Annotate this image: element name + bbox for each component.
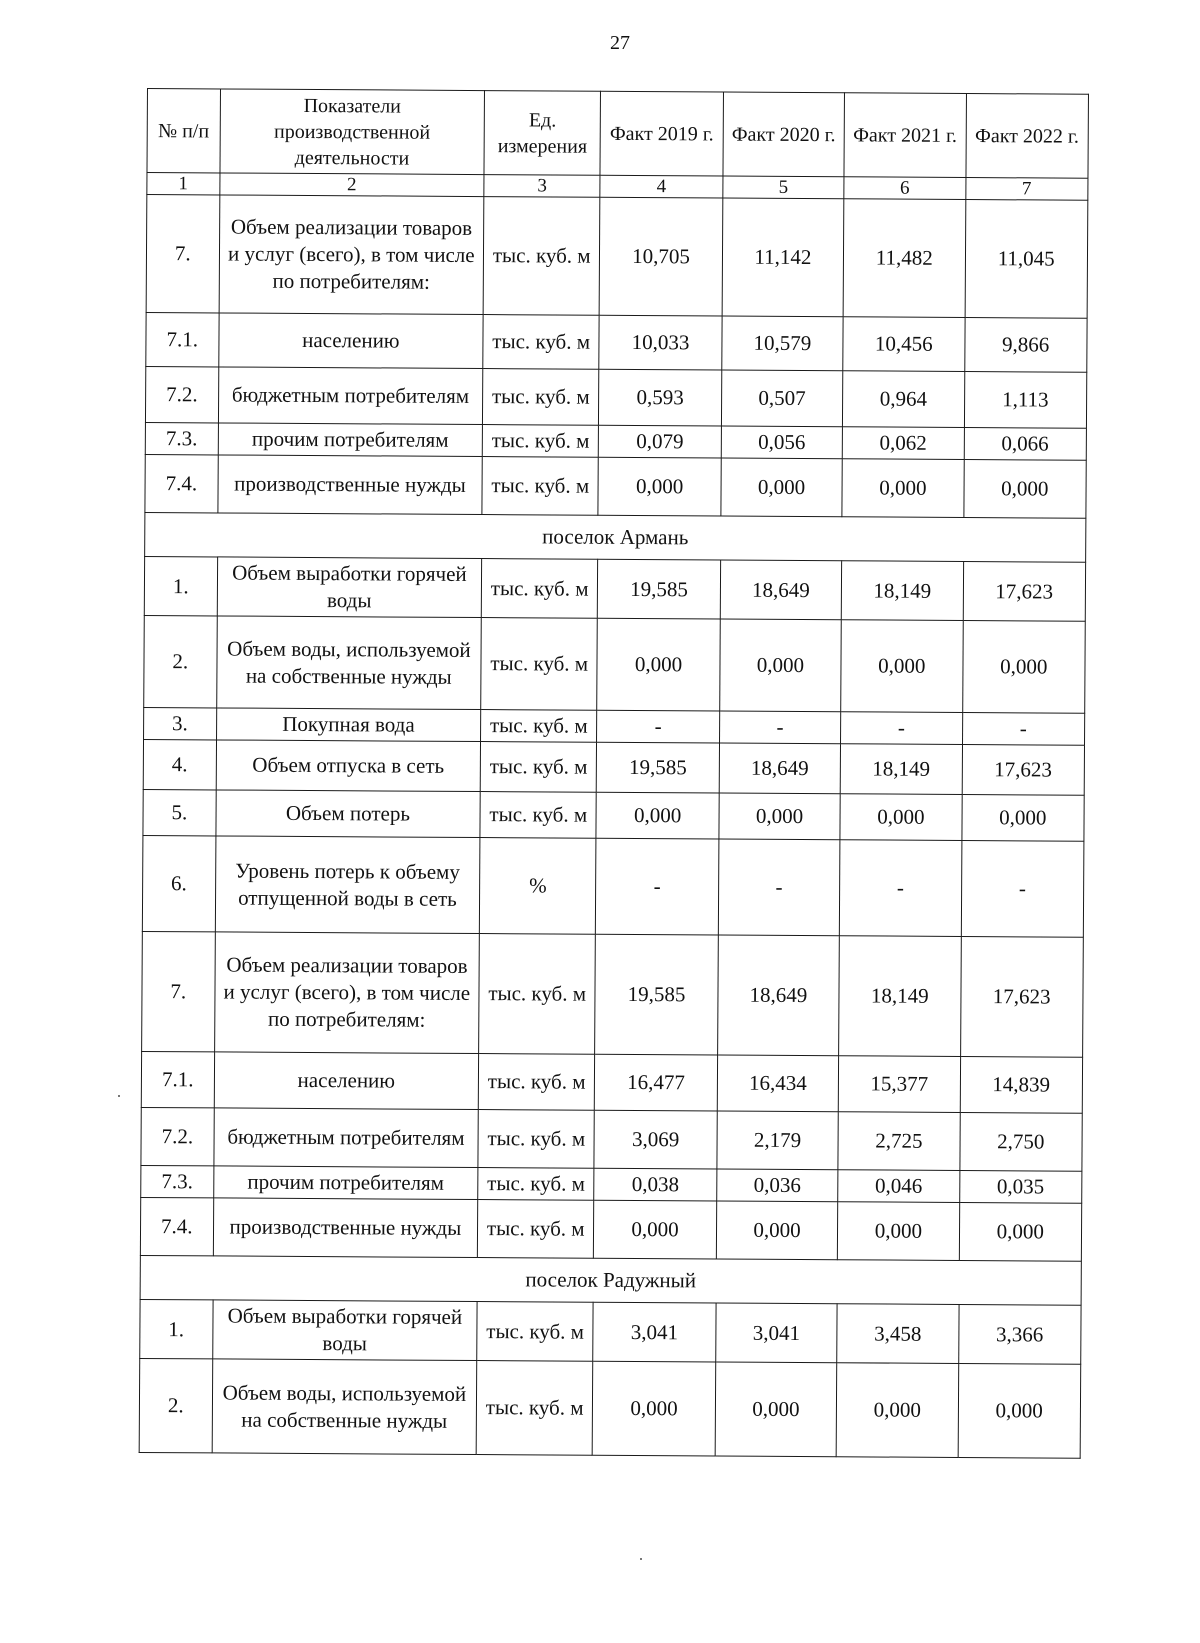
indicator-name: Объем выработки горячей воды [217,557,482,618]
value-cell: 0,000 [716,1201,838,1260]
indicator-name: производственные нужды [218,455,483,515]
unit-cell: тыс. куб. м [478,1110,595,1169]
value-cell: 0,000 [596,792,719,839]
value-cell: 0,079 [599,425,722,458]
row-number: 2. [139,1358,212,1452]
unit-cell: тыс. куб. м [481,618,598,711]
table-row [142,931,1084,1057]
value-cell: 18,149 [841,561,963,621]
value-cell: 0,066 [964,427,1087,460]
value-cell: 1,113 [964,371,1087,428]
value-cell: 0,000 [959,1202,1082,1261]
value-cell: 0,593 [599,369,722,426]
value-cell: 0,000 [593,1361,716,1456]
column-number: 5 [723,176,845,199]
value-cell: 19,585 [595,934,718,1055]
row-number: 6. [142,835,215,931]
header-2022: Факт 2022 г. [965,94,1088,179]
table-row [141,1051,1082,1113]
row-number: 7.4. [145,454,218,512]
value-cell: 17,623 [962,744,1085,795]
row-number: 2. [144,615,217,707]
table-row [140,1299,1081,1364]
value-cell: 0,046 [838,1170,960,1203]
value-cell: 0,000 [842,459,964,518]
scan-speck [640,1558,642,1560]
production-indicators-table [139,88,1089,1459]
indicator-name: населению [218,313,483,369]
value-cell: - [719,711,841,744]
section-row [140,1255,1081,1305]
value-cell: 0,000 [721,458,843,517]
column-number: 6 [844,177,966,200]
value-cell: 0,036 [716,1169,838,1202]
value-cell: 16,434 [717,1055,839,1112]
table-row [142,835,1084,937]
value-cell: 2,179 [717,1111,839,1170]
page-number: 27 [610,32,630,54]
value-cell: - [841,712,963,745]
indicator-name: населению [214,1052,479,1110]
value-cell: 15,377 [838,1056,960,1113]
indicator-name: прочим потребителям [218,423,483,457]
value-cell: 0,056 [721,426,843,459]
value-cell: 0,000 [958,1363,1081,1458]
unit-cell: тыс. куб. м [482,457,599,516]
value-cell: 16,477 [595,1054,718,1111]
indicator-name: производственные нужды [213,1198,478,1258]
value-cell: 10,579 [722,316,844,371]
column-number: 4 [600,175,723,198]
unit-cell: тыс. куб. м [476,1361,593,1456]
row-number: 7.3. [145,422,218,454]
indicator-name: бюджетным потребителям [214,1108,479,1168]
row-number: 7.3. [141,1165,214,1197]
value-cell: 0,000 [719,619,841,712]
table-row [144,615,1086,713]
indicator-name: бюджетным потребителям [218,367,483,425]
table-row [145,454,1086,518]
value-cell: 3,069 [594,1110,717,1169]
unit-cell: тыс. куб. м [479,934,596,1055]
row-number: 7.2. [145,366,218,422]
value-cell: 3,041 [715,1303,837,1363]
header-2020: Факт 2020 г. [723,92,845,177]
table-row [140,1197,1081,1261]
indicator-name: Объем реализации товаров и услуг (всего), в том числе по потребителям: [219,195,484,315]
value-cell: 0,000 [841,620,963,713]
value-cell: 10,033 [599,315,722,370]
value-cell: 18,649 [719,743,841,794]
column-number: 1 [147,173,220,195]
value-cell: 0,035 [959,1170,1082,1203]
indicator-name: Объем реализации товаров и услуг (всего), в том числе по потребителям: [214,932,479,1054]
value-cell: 11,142 [722,198,844,317]
value-cell: 19,585 [598,559,721,619]
value-cell: - [596,838,719,935]
value-cell: 18,149 [839,936,961,1057]
value-cell: 0,964 [843,371,965,428]
unit-cell: тыс. куб. м [483,197,600,316]
row-number: 1. [144,556,217,615]
row-number: 7.1. [141,1051,214,1107]
unit-cell: тыс. куб. м [483,369,600,426]
value-cell: 0,000 [598,457,721,516]
value-cell: 0,000 [963,459,1086,518]
value-cell: 18,649 [720,560,842,620]
row-number: 4. [143,739,216,789]
value-cell: - [839,840,961,937]
unit-cell: тыс. куб. м [480,792,596,839]
value-cell: 0,000 [837,1202,959,1261]
value-cell: 0,000 [840,794,962,841]
unit-cell: тыс. куб. м [482,425,598,458]
value-cell: 14,839 [960,1056,1083,1113]
header-indicator: Показатели производственной деятельности [220,89,485,175]
value-cell: 0,000 [962,620,1085,713]
value-cell: 3,458 [837,1304,959,1364]
unit-cell: тыс. куб. м [480,742,596,793]
table-row [143,739,1084,795]
row-number: 7. [146,195,219,313]
indicator-name: Объем воды, используемой на собственные нужды [212,1359,477,1455]
value-cell: 11,045 [965,200,1088,319]
value-cell: 3,366 [958,1304,1081,1364]
value-cell: 0,000 [594,1200,717,1259]
unit-cell: тыс. куб. м [481,710,597,743]
header-2021: Факт 2021 г. [844,93,966,178]
value-cell: - [718,839,840,936]
indicator-name: Объем выработки горячей воды [212,1300,477,1361]
table-row [143,789,1084,841]
indicator-name: прочим потребителям [213,1166,478,1200]
row-number: 5. [143,789,216,835]
value-cell: 11,482 [843,199,965,318]
row-number: 1. [140,1299,213,1358]
value-cell: 3,041 [593,1302,716,1362]
table-row [146,195,1088,319]
value-cell: - [962,712,1085,745]
value-cell: 0,000 [961,794,1084,841]
column-number: 7 [965,178,1088,201]
value-cell: 17,623 [960,936,1083,1057]
unit-cell: тыс. куб. м [483,315,600,370]
scan-speck [118,1095,120,1097]
section-row [145,512,1086,562]
unit-cell: тыс. куб. м [481,559,598,619]
unit-cell: тыс. куб. м [478,1168,594,1201]
table-row [146,312,1087,372]
value-cell: 0,000 [597,618,720,711]
value-cell: 2,725 [838,1112,960,1171]
value-cell: 10,705 [599,197,722,316]
row-number: 7.1. [146,312,219,366]
header-2019: Факт 2019 г. [600,91,723,176]
value-cell: 2,750 [959,1112,1082,1171]
value-cell: 0,062 [842,427,964,460]
indicator-name: Объем отпуска в сеть [216,740,481,792]
column-number: 3 [484,175,600,198]
table-row [145,366,1086,428]
indicator-name: Объем воды, используемой на собственные нужды [216,616,481,710]
section-title: поселок Армань [145,512,1086,562]
column-number: 2 [219,173,484,197]
header-row [147,89,1088,179]
value-cell: 17,623 [963,561,1086,621]
value-cell: 0,000 [836,1363,958,1458]
indicator-name: Уровень потерь к объему отпущенной воды в сеть [215,836,480,934]
indicator-name: Покупная вода [216,708,481,742]
value-cell: 19,585 [597,742,720,793]
section-title: поселок Радужный [140,1255,1081,1305]
row-number: 7. [142,931,215,1051]
value-cell: 10,456 [843,317,965,372]
value-cell: 18,149 [840,744,962,795]
value-cell: 0,038 [594,1168,717,1201]
table-body [139,195,1088,1459]
row-number: 7.4. [140,1197,213,1255]
value-cell: 18,649 [717,935,839,1056]
unit-cell: тыс. куб. м [478,1200,595,1259]
table-row [139,1358,1081,1458]
row-number: 7.2. [141,1107,214,1165]
value-cell: 0,000 [715,1362,837,1457]
value-cell: - [597,710,720,743]
header-unit: Ед. измерения [484,91,601,176]
unit-cell: тыс. куб. м [477,1302,594,1362]
indicator-name: Объем потерь [216,790,481,838]
value-cell: 0,000 [719,793,841,840]
table-row [144,556,1085,621]
value-cell: 9,866 [964,317,1087,372]
table-row [141,1107,1082,1171]
unit-cell: тыс. куб. м [478,1054,595,1111]
header-num: № п/п [147,89,220,173]
value-cell: 0,507 [721,370,843,427]
row-number: 3. [144,707,217,739]
value-cell: - [961,840,1084,937]
unit-cell: % [479,838,596,935]
